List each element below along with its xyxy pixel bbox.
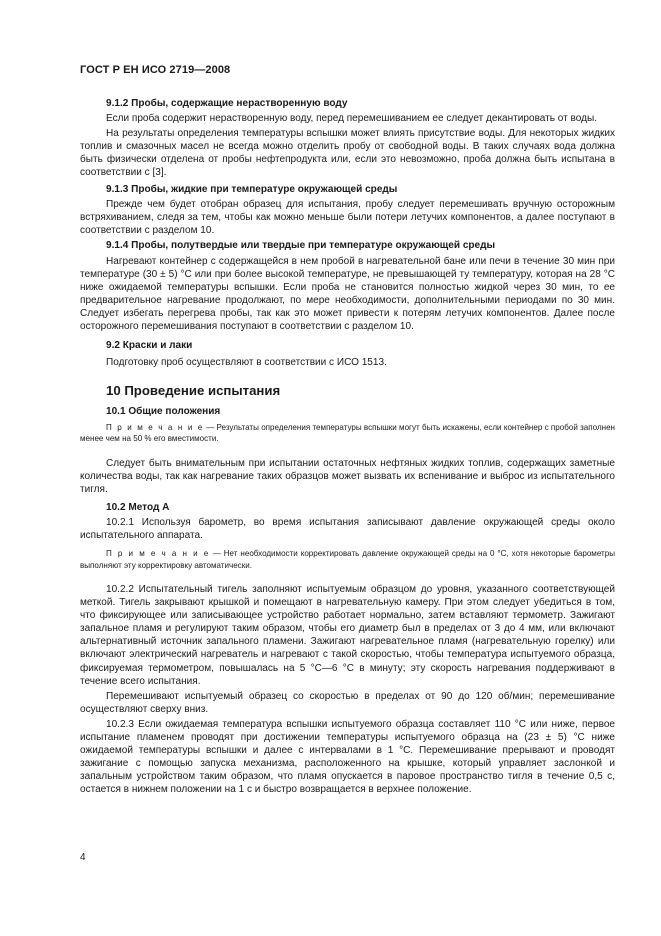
heading-9-1-2: 9.1.2 Пробы, содержащие нерастворенную воду <box>106 98 348 109</box>
page-header: ГОСТ Р ЕН ИСО 2719—2008 <box>80 64 231 76</box>
paragraph: На результаты определения температуры вспышки может влиять присутствие воды. Для некоторых жидких топлив и смазочных масел не всегда можно отделить пробу от свободной воды. В таких случаях вода должна быть физически отделена от пробы нефтепродукта или, если это невозможно, проба должна быть испытана в соответствии с [3]. <box>80 128 615 179</box>
note-text: — Результаты определения температуры вспышки могут быть искажены, если контейнер с пробой заполнен менее чем на 50 % его вместимости. <box>80 422 615 444</box>
page-number: 4 <box>80 852 86 863</box>
heading-9-1-4: 9.1.4 Пробы, полутвердые или твердые при температуре окружающей среды <box>106 240 496 252</box>
paragraph: Если проба содержит нерастворенную воду, перед перемешиванием ее следует декантировать от воды. <box>106 113 598 125</box>
paragraph: Перемешивают испытуемый образец со скоростью в пределах от 90 до 120 об/мин; перемешивание осуществляют сверху вниз. <box>80 690 615 715</box>
paragraph: 10.2.2 Испытательный тигель заполняют испытуемым образцом до уровня, указанного соответствующей меткой. Тигель закрывают крышкой и помещают в нагревательную камеру. При этом следует убедиться в том, что фиксирующее или записывающее устройство работает нормально, затем вставляют термометр. Зажигают запальное пламя и регулируют таким образом, чтобы его диаметр был в пределах от 3 до 4 мм, или включают альтернативный источник запального пламени. Зажигают нагревательное пламя (нагревательную горелку) или включают электрический нагреватель и нагревают с такой скоростью, чтобы температура испытуемого образца, фиксируемая термометром, повышалась на 5 °С—6 °С в минуту; эту скорость нагревания поддерживают в течение всего испытания. <box>80 584 615 687</box>
heading-10-2: 10.2 Метод А <box>106 502 170 514</box>
heading-10: 10 Проведение испытания <box>106 382 281 398</box>
page-content <box>80 97 615 796</box>
paragraph: Прежде чем будет отобран образец для испытания, пробу следует перемешивать вручную осторожным встряхиванием, следя за тем, чтобы как можно меньше были потери летучих компонентов, а далее поступают в соответствии с разделом 10. <box>80 199 615 237</box>
paragraph: 10.2.1 Используя барометр, во время испытания записывают давление окружающей среды около испытательного аппарата. <box>80 517 615 542</box>
note-label: П р и м е ч а н и е <box>106 549 210 559</box>
heading-9-1-3: 9.1.3 Пробы, жидкие при температуре окружающей среды <box>106 184 398 196</box>
note <box>80 548 615 571</box>
paragraph: Подготовку проб осуществляют в соответствии с ИСО 1513. <box>106 356 387 368</box>
heading-10-1: 10.1 Общие положения <box>106 405 221 417</box>
note-label: П р и м е ч а н и е <box>106 422 204 432</box>
heading-9-2: 9.2 Краски и лаки <box>106 339 193 351</box>
paragraph: Нагревают контейнер с содержащейся в нем пробой в нагревательной бане или печи в течение 30 мин при температуре (30 ± 5) °С или при более высокой температуре, не превышающей ту температуру, которая на 28 °С ниже ожидаемой температуры вспышки. Если проба не становится полностью жидкой через 30 мин, то ее предварительное нагревание продолжают, по мере необходимости, дополнительными периодами по 30 мин. Следует избегать перегрева пробы, так как это может привести к потерям летучих компонентов. Далее после осторожного перемешивания поступают в соответствии с разделом 10. <box>80 255 615 332</box>
note <box>80 422 615 445</box>
note-text: — Нет необходимости корректировать давление окружающей среды на 0 °С, хотя некоторые барометры выполняют эту корректировку автоматически. <box>80 549 615 570</box>
paragraph: 10.2.3 Если ожидаемая температура вспышки испытуемого образца составляет 110 °С или ниже, первое испытание пламенем проводят при достижении температуры испытуемого образца на (23 ± 5) °С ниже ожидаемой температуры вспышки и далее с интервалами в 1 °С. Перемешивание прерывают и проводят зажигание с помощью запуска механизма, расположенного на крышке, который управляет заслонкой и запальным устройством таким образом, что пламя опускается в паровое пространство тигля в течение 0,5 с, остается в нижнем положении на 1 с и быстро возвращается в верхнее положение. <box>80 718 615 795</box>
paragraph: Следует быть внимательным при испытании остаточных нефтяных жидких топлив, содержащих заметные количества воды, так как нагревание таких образцов может вызвать их вспенивание и выброс из испытательного тигля. <box>80 457 615 496</box>
